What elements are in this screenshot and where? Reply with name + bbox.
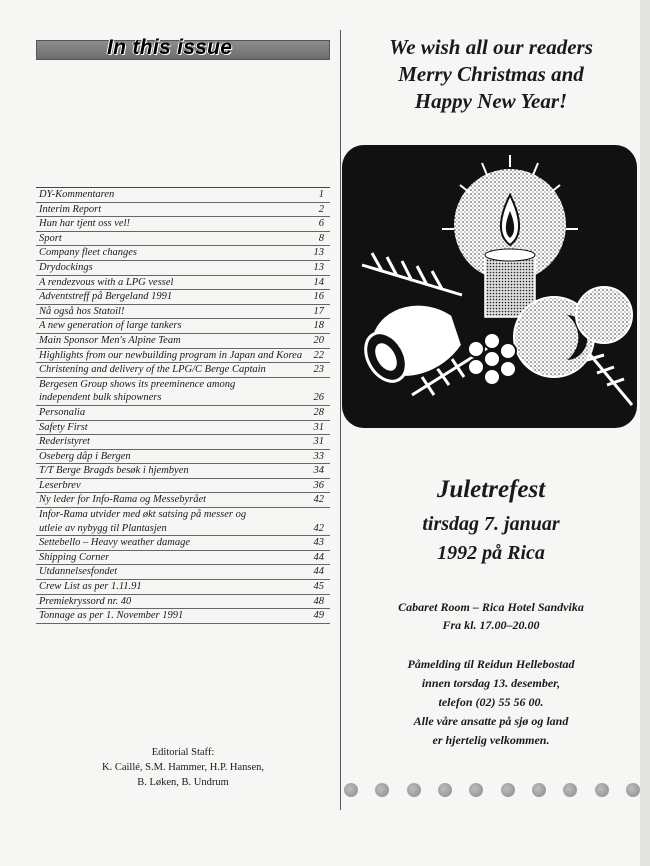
toc-entry-title-line: Hun har tjent oss vel! <box>39 218 130 230</box>
event-location-line: 1992 på Rica <box>437 542 545 564</box>
toc-entry-title <box>39 290 172 304</box>
toc-entry-title <box>39 261 93 275</box>
dot-icon <box>469 783 483 797</box>
toc-entry <box>36 319 330 334</box>
toc-entry-title <box>39 464 189 478</box>
toc-entry-page: 14 <box>313 276 324 288</box>
toc-entry <box>36 363 330 378</box>
editorial-staff <box>36 745 330 790</box>
signup-line-2: innen torsdag 13. desember, <box>421 676 561 690</box>
signup-line-3: telefon (02) 55 56 00. <box>438 695 544 709</box>
toc-entry <box>36 493 330 508</box>
toc-entry-title-line: Safety First <box>39 421 88 433</box>
toc-entry-title <box>39 479 81 493</box>
toc-entry-page: 44 <box>313 551 324 563</box>
toc-entry <box>36 334 330 349</box>
toc-entry-page: 22 <box>313 349 324 361</box>
toc-entry-title <box>39 421 88 435</box>
toc-entry-title <box>39 319 182 333</box>
decorative-dots <box>344 782 640 798</box>
toc-entry-page: 31 <box>313 436 324 448</box>
toc-entry-title-line: Oseberg dåp i Bergen <box>39 450 131 462</box>
toc-entry-title-line: Utdannelsesfondet <box>39 566 118 578</box>
toc-entry <box>36 580 330 595</box>
toc-entry-title-line: utleie av nybygg til Plantasjen <box>39 522 167 534</box>
toc-entry-title-line: Nå også hos Statoil! <box>39 305 125 317</box>
toc-entry-title <box>39 580 142 594</box>
dot-icon <box>626 783 640 797</box>
toc-entry-title-line: A rendezvous with a LPG vessel <box>39 276 174 288</box>
signup-line-5: er hjertelig velkommen. <box>432 733 550 747</box>
toc-entry-title <box>39 609 183 623</box>
toc-entry-title-line: Premiekryssord nr. 40 <box>39 595 132 607</box>
toc-entry-title-line: Shipping Corner <box>39 551 110 563</box>
toc-entry-title-line: Interim Report <box>39 203 102 215</box>
toc-entry-page: 20 <box>313 334 324 346</box>
dot-icon <box>375 783 389 797</box>
toc-entry-title <box>39 232 62 246</box>
toc-entry-page: 33 <box>313 450 324 462</box>
dot-icon <box>501 783 515 797</box>
toc-entry <box>36 551 330 566</box>
greeting-line-2: Merry Christmas and <box>398 62 584 86</box>
page-edge <box>640 0 650 866</box>
toc-entry-page: 28 <box>313 406 324 418</box>
toc-entry-title-line: Christening and delivery of the LPG/C Berge Captain <box>39 364 266 376</box>
contents-heading: In this issue <box>107 36 233 59</box>
christmas-candle-illustration <box>342 145 637 428</box>
toc-entry <box>36 203 330 218</box>
toc-entry-page: 6 <box>318 218 324 230</box>
toc-entry <box>36 290 330 305</box>
toc-entry-title <box>39 305 124 319</box>
toc-entry-title-line: Settebello – Heavy weather damage <box>39 537 191 549</box>
toc-entry-page: 23 <box>313 364 324 376</box>
toc-entry-title <box>39 217 130 231</box>
toc-entry <box>36 565 330 580</box>
event-date-line: tirsdag 7. januar <box>422 513 560 535</box>
editorial-heading: Editorial Staff: <box>151 747 215 758</box>
toc-entry-title <box>39 246 137 260</box>
toc-entry-page: 13 <box>313 261 324 273</box>
toc-entry-title-line: Ny leder for Info-Rama og Messebyrået <box>39 494 207 506</box>
toc-entry-title-line: A new generation of large tankers <box>39 320 182 332</box>
toc-entry-page: 31 <box>313 421 324 433</box>
christmas-greeting <box>342 34 640 115</box>
toc-entry-title <box>39 450 131 464</box>
toc-entry <box>36 536 330 551</box>
dot-icon <box>438 783 452 797</box>
signup-line-1: Påmelding til Reidun Hellebostad <box>407 657 575 671</box>
dot-icon <box>595 783 609 797</box>
toc-entry-page: 48 <box>313 595 324 607</box>
toc-entry-title-line: Company fleet changes <box>39 247 137 259</box>
dot-icon <box>563 783 577 797</box>
toc-entry <box>36 305 330 320</box>
toc-entry <box>36 378 330 406</box>
toc-entry <box>36 421 330 436</box>
toc-entry-page: 42 <box>313 494 324 506</box>
toc-entry <box>36 508 330 536</box>
toc-entry-page: 16 <box>313 291 324 303</box>
toc-entry-title-line: Rederistyret <box>39 436 90 448</box>
toc-entry <box>36 609 330 624</box>
toc-entry-title <box>39 378 235 405</box>
toc-entry-page: 36 <box>313 479 324 491</box>
toc-entry-page: 43 <box>313 537 324 549</box>
toc-entry-title-line: independent bulk shipowners <box>39 392 162 404</box>
toc-entry-title <box>39 435 90 449</box>
toc-entry-title-line: Crew List as per 1.11.91 <box>39 581 142 593</box>
toc-entry <box>36 217 330 232</box>
toc-entry-title-line: DY-Kommentaren <box>39 189 115 200</box>
venue-line-2: Fra kl. 17.00–20.00 <box>442 618 540 632</box>
toc-entry-title <box>39 349 302 363</box>
toc-entry-title-line: Drydockings <box>39 261 93 273</box>
toc-entry-page: 34 <box>313 465 324 477</box>
toc-entry <box>36 246 330 261</box>
toc-entry-page: 1 <box>318 189 324 200</box>
toc-entry-page: 49 <box>313 610 324 622</box>
toc-entry-page: 44 <box>313 566 324 578</box>
toc-entry-title <box>39 188 114 202</box>
toc-entry <box>36 276 330 291</box>
toc-entry-title-line: Infor-Rama utvider med økt satsing på messer og <box>39 509 247 521</box>
toc-entry-title <box>39 565 117 579</box>
toc-entry-title <box>39 536 190 550</box>
event-title: Juletrefest <box>436 476 546 503</box>
toc-entry-title-line: Main Sponsor Men's Alpine Team <box>39 334 181 346</box>
greeting-line-3: Happy New Year! <box>414 89 568 113</box>
toc-entry-title <box>39 595 131 609</box>
toc-entry-page: 45 <box>313 581 324 593</box>
toc-entry-title <box>39 276 173 290</box>
toc-entry-title <box>39 551 109 565</box>
toc-entry-title-line: Highlights from our newbuilding program in Japan and Korea <box>39 349 303 361</box>
dot-icon <box>532 783 546 797</box>
editorial-names-line-2: B. Løken, B. Undrum <box>137 777 229 788</box>
toc-entry <box>36 595 330 610</box>
toc-entry-title-line: Bergesen Group shows its preeminence among <box>39 378 236 390</box>
toc-entry-title <box>39 493 206 507</box>
toc-entry-title-line: Personalia <box>39 406 86 418</box>
toc-entry-page: 26 <box>313 392 324 404</box>
toc-entry-page: 8 <box>318 232 324 244</box>
editorial-names-line-1: K. Caillé, S.M. Hammer, H.P. Hansen, <box>101 762 265 773</box>
toc-entry-title-line: Sport <box>39 232 62 244</box>
column-divider <box>340 30 341 810</box>
toc-entry-title <box>39 334 181 348</box>
contents-header-bar <box>36 36 330 60</box>
table-of-contents <box>36 187 330 624</box>
toc-entry <box>36 232 330 247</box>
toc-entry-page: 42 <box>313 522 324 534</box>
toc-entry-title <box>39 406 85 420</box>
event-venue <box>342 598 640 634</box>
toc-entry <box>36 479 330 494</box>
toc-entry-page: 18 <box>313 320 324 332</box>
event-signup <box>342 655 640 750</box>
toc-entry <box>36 464 330 479</box>
toc-entry <box>36 406 330 421</box>
toc-entry <box>36 450 330 465</box>
toc-entry-title-line: T/T Berge Bragds besøk i hjembyen <box>39 465 189 477</box>
toc-entry-page: 13 <box>313 247 324 259</box>
toc-entry <box>36 188 330 203</box>
ornament-ball-small-icon <box>576 287 632 343</box>
toc-entry-page: 17 <box>313 305 324 317</box>
toc-entry-title-line: Leserbrev <box>39 479 81 491</box>
toc-entry-title-line: Adventstreff på Bergeland 1991 <box>39 291 173 303</box>
toc-entry-page: 2 <box>318 203 324 215</box>
signup-line-4: Alle våre ansatte på sjø og land <box>413 714 569 728</box>
venue-line-1: Cabaret Room – Rica Hotel Sandvika <box>398 600 584 614</box>
toc-entry <box>36 349 330 364</box>
dot-icon <box>344 783 358 797</box>
toc-entry <box>36 261 330 276</box>
toc-entry <box>36 435 330 450</box>
greeting-line-1: We wish all our readers <box>389 35 593 59</box>
toc-entry-title <box>39 203 101 217</box>
toc-entry-title-line: Tonnage as per 1. November 1991 <box>39 610 184 622</box>
dot-icon <box>407 783 421 797</box>
toc-entry-title <box>39 363 266 377</box>
toc-entry-title <box>39 508 246 535</box>
